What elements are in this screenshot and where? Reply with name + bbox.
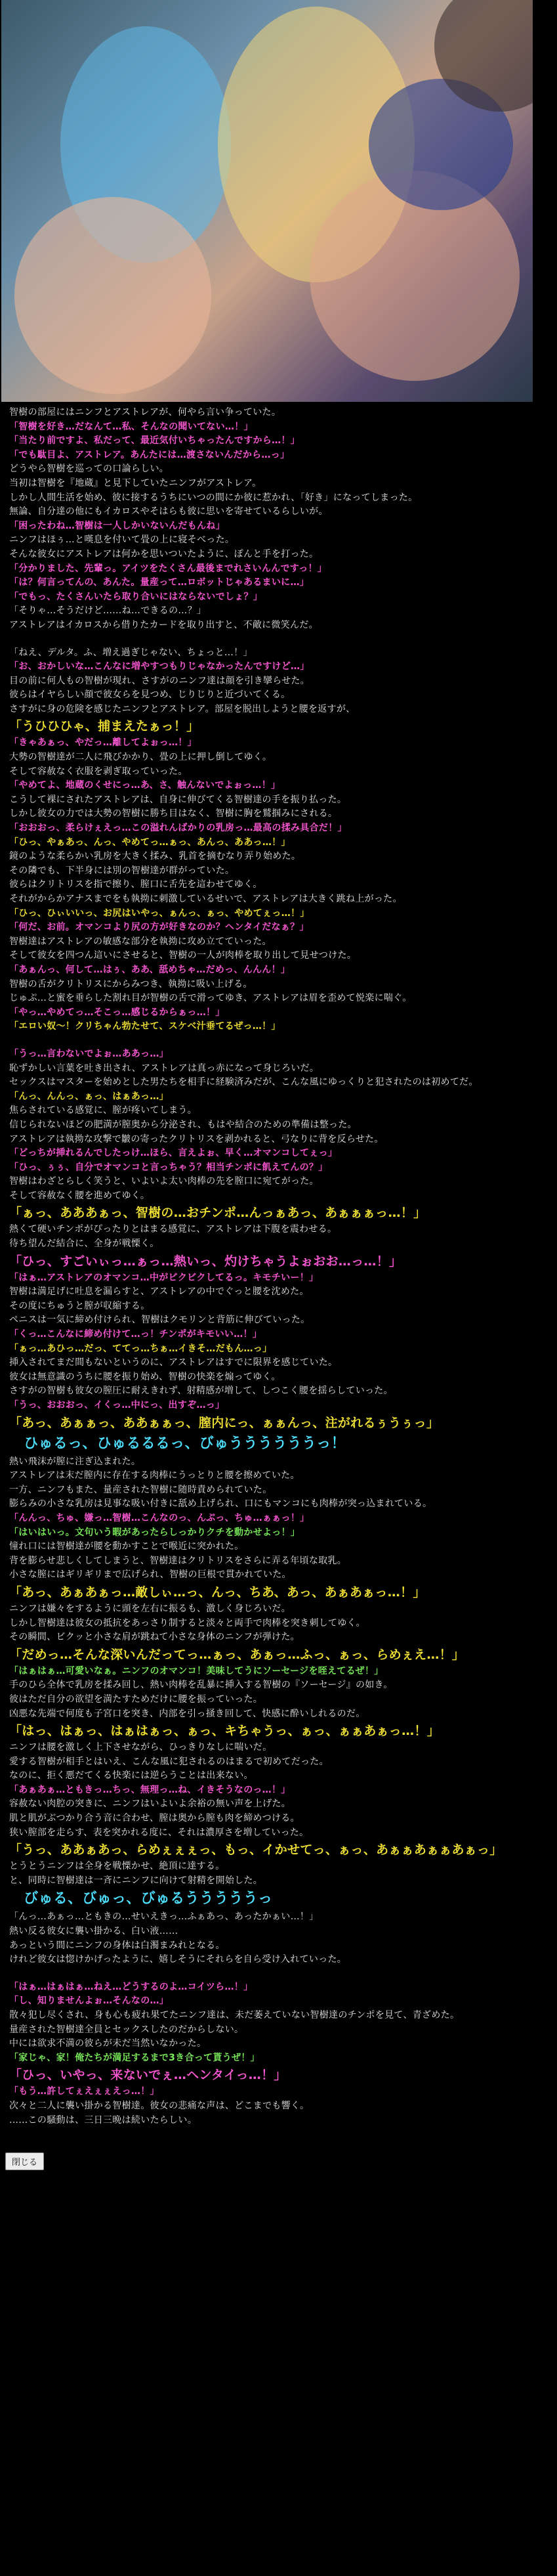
narration-line: じゅぷ…と蜜を垂らした割れ目が智樹の舌で滑ってゆき、アストレアは眉を歪めて悦楽に喘ぐ。 <box>9 993 412 1004</box>
narration-line: こうして裸にされたアストレアは、自身に伸びてくる智樹達の手を振り払った。 <box>9 794 347 805</box>
dialogue-line: 「ひっ、ひぃいいっ、お尻はいやっ、ぁんっ、ぁっ、やめてぇっ…！」 <box>9 907 310 919</box>
narration-line: 「そりゃ…そうだけど……ね…できるの…？」 <box>9 605 207 617</box>
narration-line: そんな彼女にアストレアは何かを思いついたように、ぽんと手を打った。 <box>9 548 319 559</box>
dialogue-line: 「うっ、ああぁあっ、らめぇぇぇっ、もっ、イかせてっ、ぁっ、あぁぁあぁぁあぁっ」 <box>9 1843 503 1858</box>
narration-line: アストレアはイカロスから借りたカードを取り出すと、不敵に微笑んだ。 <box>9 619 318 630</box>
dialogue-line: 「あっ、あぁぁっ、ああぁぁっ、膣内にっ、ぁぁんっ、注がれるぅうぅっ」 <box>9 1415 440 1430</box>
narration-line: しかし智樹達は彼女の抵抗をあっさり制すると淡々と両手で肉棒を突き刺してゆく。 <box>9 1617 365 1628</box>
narration-line: その度にちゅうと膣が収縮する。 <box>9 1300 150 1311</box>
narration-line: 待ち望んだ結合に、全身が戦慄く。 <box>9 1238 159 1250</box>
narration-line: ペニスは一気に締め付けられ、智樹はクモリンと背筋に伸びていった。 <box>9 1315 310 1326</box>
narration-line: 「ねえ、デルタ。ふ、増え過ぎじゃない、ちょっと…！」 <box>9 647 253 658</box>
dialogue-line: 「もう…許してぇえぇぇえっ…！」 <box>9 2086 159 2097</box>
dialogue-line: 「ぁっ、あああぁっ、智樹の…おチンポ…んっぁあっ、あぁぁぁっ…！」 <box>9 1206 426 1221</box>
dialogue-line: 「んんっ、ちゅ、嫌っ…智樹…こんなのっ、んぷっ、ちゅ…ぁぁっ！」 <box>9 1512 310 1523</box>
narration-line: 目の前に何人もの智樹が現れ、さすがのニンフ達は顔を引き攣らせた。 <box>9 675 310 686</box>
narration-line: 鏡のような柔らかい乳房を大きく揉み、乳首を摘むなり弄り始めた。 <box>9 851 301 862</box>
narration-line: それがからかアナスまでをも執拗に刺激しているせいで、アストレアは大きく跳ね上がった。 <box>9 894 402 904</box>
dialogue-line: 「し、知りませんよぉ…そんなの…」 <box>9 1996 169 2007</box>
dialogue-line: 「あっ、あぁあぁっ…敵しぃ…っ、んっ、ちあ、あっ、あぁあぁっ…！」 <box>9 1584 426 1600</box>
dialogue-line: 「んっ、んんっ、ぁっ、はぁあっ…」 <box>9 1091 169 1102</box>
paragraph-gap <box>9 1967 545 1980</box>
narration-line: そして容赦なく腰を進めてゆく。 <box>9 1190 150 1201</box>
narration-line: 挿入されてまだ間もないというのに、アストレアはすでに限界を感じていた。 <box>9 1357 338 1368</box>
dialogue-line: 「ひっ、いやっ、来ないでぇ…ヘンタイっ…！」 <box>9 2068 287 2083</box>
narration-line: 一方、ニンフもまた、量産された智樹に随時責められていた。 <box>9 1484 272 1495</box>
dialogue-line: 「うっ…言わないでよぉ…ああっ…」 <box>9 1048 169 1059</box>
narration-line: ……この騒動は、三日三晩は続いたらしい。 <box>9 2114 197 2126</box>
narration-line: あっという間にニンフの身体は白濁まみれとなる。 <box>9 1940 225 1951</box>
illustration-shape <box>14 197 211 394</box>
narration-line: なのに、拒く悪だてくる快楽には逆らうことは出来ない。 <box>9 1770 253 1781</box>
narration-line: しかし彼女の力では大勢の智樹に勝ち目はなく、智樹に胸を鷲掴みにされる。 <box>9 808 338 819</box>
narration-line: 次々と二人に襲い掛かる智樹達。彼女の悲痛な声は、どこまでも響く。 <box>9 2100 310 2111</box>
story-text <box>0 402 545 2128</box>
narration-line: 量産された智樹達全員とセックスしたのだからしない。 <box>9 2024 244 2035</box>
dialogue-line: 「うっ、おおおっ、イくっ…中にっ、出すぞ…っ」 <box>9 1400 225 1410</box>
narration-line: しかし人間生活を始め、彼に接するうちにいつの間にか彼に惹かれ、「好き」になってしまった。 <box>9 492 418 503</box>
narration-line: その隣でも、下半身には別の智樹達が群がっていた。 <box>9 865 235 876</box>
footer <box>0 2128 557 2183</box>
narration-line: 智樹は満足げに吐息を漏らすと、アストレアの中でぐっと腰を沈めた。 <box>9 1286 309 1298</box>
paragraph-gap <box>9 1034 545 1047</box>
dialogue-line: 「は？何言ってんの、あんた。量産って…ロボットじゃあるまいに…」 <box>9 577 310 588</box>
narration-line: アストレアは末だ膣内に存在する肉棒にうっとりと腰を擦めていた。 <box>9 1470 300 1481</box>
dialogue-line: 「でもっ、たくさんいたら取り合いにはならないでしょ？」 <box>9 591 263 602</box>
narration-line: 肌と肌がぶつかり合う音に合わせ、膣は奥から膣も肉を締めつける。 <box>9 1813 300 1824</box>
close-button[interactable]: 閉じる <box>5 2152 44 2170</box>
dialogue-line: 「うひひひゃ、捕まえたぁっ！」 <box>9 719 199 734</box>
narration-line: 当初は智樹を『地蔵』と見下していたニンフがアストレア。 <box>9 477 262 489</box>
dialogue-line: 「どっちが挿れるんでしたっけ…ほら、言えよぉ、早く…オマンコしてぇっ」 <box>9 1148 338 1159</box>
narration-line: 智樹達はアストレアの敏感な部分を執拗に攻め立てていった。 <box>9 936 272 947</box>
sound-effect-line: ひゅるっ、ひゅるるるっ、びゅううううううっ！ <box>9 1435 346 1452</box>
narration-line: 凶悪な先端で何度も子宮口を突き、内部を引っ掻き回して、快感に酔いしれるのだ。 <box>9 1708 365 1719</box>
narration-line: 熱い反る彼女に襲い掛かる、白い液…… <box>9 1926 178 1937</box>
narration-line: どうやら智樹を巡っての口論らしい。 <box>9 464 169 475</box>
narration-line: さすがに身の危険を感じたニンフとアストレア。部屋を脱出しようと腰を返すが、 <box>9 703 356 714</box>
narration-line: さすがの智樹も彼女の膣圧に耐えきれず、射精感が増して、しつこく腰を揺らしていった。 <box>9 1386 393 1397</box>
dialogue-line: 「ひっ、すごいぃっ…ぁっ…熱いっ、灼けちゃうよぉおお…っ…！」 <box>9 1254 402 1269</box>
dialogue-line: 「困ったわね…智樹は一人しかいないんだもんね」 <box>9 520 225 531</box>
dialogue-line: 「はぁ…アストレアのオマンコ…中がビクビクしてるっ。キモチいー！」 <box>9 1272 319 1283</box>
narration-line: セックスはマスターを始めとした男たちを相手に経験済みだが、こんな風にゆっくりと犯されたのは初めてだ。 <box>9 1077 478 1088</box>
narration-line: アストレアは執拗な攻撃で皺の寄ったクリトリスを剥かれると、弓なりに背を反らせた。 <box>9 1133 384 1145</box>
narration-line: 無論、自分達の他にもイカロスやそはらも彼に思いを寄せているらしいが。 <box>9 506 328 517</box>
dialogue-line: 「ひっ、ぅぅ、自分でオマンコと言っちゃう？相当チンポに飢えてんの？」 <box>9 1162 328 1173</box>
narration-line: そして彼女を四つん這いにさせると、智樹の一人が肉棒を取り出して見せつけた。 <box>9 950 357 961</box>
narration-line: 「んっ…あぁっ…ともきの…せいえきっ…ふぁあっ、あったかぁい…！」 <box>9 1911 319 1923</box>
dialogue-line: 「はぁ…はぁはぁ…ねえ…どうするのよ…コイツら…！」 <box>9 1981 253 1992</box>
dialogue-line: 「きゃあぁっ、やだっ…離してよぉっ…！」 <box>9 737 197 749</box>
dialogue-line: 「ぁっ…あひっ…だっ、ててっ…ちぁ…イきそ…だもん…っ」 <box>9 1343 272 1354</box>
paragraph-gap <box>9 633 545 646</box>
narration-line: 彼らはクリトリスを指で擦り、膣口に舌先を這わせてゆく。 <box>9 879 262 890</box>
narration-line: 彼らはイヤらしい顔で彼女らを見つめ、じりじりと近づいてくる。 <box>9 689 291 701</box>
narration-line: 智樹の舌がクリトリスにからみつき、執拗に吸い上げる。 <box>9 978 253 990</box>
dialogue-line: 「はいはいっ。文句いう暇があったらしっかりクチを動かせよっ！」 <box>9 1527 300 1538</box>
narration-line: 彼はただ自分の欲望を満たすためだけに腰を振っていった。 <box>9 1693 263 1705</box>
narration-line: 膨らみの小さな乳房は見事な吸い付きに舐め上げられ、口にもマンコにも肉棒が突っ込まれている。 <box>9 1498 432 1510</box>
dialogue-line: 「分かりました、先輩っ。アイツをたくさん最後までれさいんんですっ！」 <box>9 563 327 574</box>
narration-line: そして容赦なく衣服を剥ぎ取っていった。 <box>9 766 188 777</box>
dialogue-line: 「智樹を好き…だなんて…私、そんなの聞いてない…！」 <box>9 421 253 432</box>
narration-line: 散々犯し尽くされ、身も心も疲れ果てたニンフ達は、未だ萎えていない智樹達のチンポを見て、青ざめた。 <box>9 2010 460 2020</box>
narration-line: 焦らされている感覚に、膣が疼いてしまう。 <box>9 1105 197 1116</box>
narration-line: 容赦ない肉腔の突きに、ニンフはいよいよ余裕の無い声を上げた。 <box>9 1799 291 1810</box>
dialogue-line: 「当たり前ですよ、私だって、最近気付いちゃったんですから…！」 <box>9 435 300 447</box>
dialogue-line: 「くっ…こんなに締め付けて…っ！チンポがキモいい…！」 <box>9 1329 262 1340</box>
dialogue-line: 「やめてよ、地蔵のくせにっ…あ、さ、触んないでよぉっ…！」 <box>9 780 281 791</box>
narration-line: 背を膨らせ悲しくしてしまうと、智樹達はクリトリスをさらに弄る年頃な取乳。 <box>9 1555 347 1566</box>
narration-line: ニンフは嫌々をするように頭を左右に振るも、激しく身じろいだ。 <box>9 1603 291 1614</box>
narration-line: 彼女は無意識のうちに腰を振り始め、智樹の快楽を煽ってゆく。 <box>9 1371 281 1382</box>
narration-line: 愛する智樹が相手とはいえ、こんな風に犯されるのはまるで初めてだった。 <box>9 1756 329 1767</box>
dialogue-line: 「だめっ…そんな深いんだってっ…ぁっ、あぁっ…ふっ、ぁっ、らめぇえ…！」 <box>9 1647 465 1662</box>
dialogue-line: 「あぁんっ、何して…はぅ、ああ、舐めちゃ…だめっ、んんん！」 <box>9 964 291 975</box>
narration-line: 智樹の部屋にはニンフとアストレアが、何やら言い争っていた。 <box>9 407 281 418</box>
dialogue-line: 「おおおっ、柔らけぇえっ…この溢れんばかりの乳房っ…最高の揉み具合だ！」 <box>9 823 347 834</box>
dialogue-line: 「ひっ、やぁあっ、んっ、やめてっ…ぁっ、あんっ、ああっ…！」 <box>9 837 291 848</box>
narration-line: 信じられないほどの肥満が膣奥から分泌され、もはや結合のための準備は整った。 <box>9 1119 357 1130</box>
narration-line: 智樹はわざとらしく笑うと、いよいよ太い肉棒の先を膣口に宛てがった。 <box>9 1176 319 1187</box>
cg-illustration <box>1 0 533 402</box>
dialogue-line: 「何だ、お前。オマンコより尻の方が好きなのか？ヘンタイだなぁ？」 <box>9 922 309 933</box>
narration-line: 中には欲求不満の彼らが未だ当然いなかった。 <box>9 2038 207 2049</box>
narration-line: 小さな膣にはギリギリまで広げられ、智樹の巨根で貫かれていた。 <box>9 1569 291 1581</box>
narration-line: けれど彼女は惚けかげったように、嬉しそうにそれらを自ら受け入れていった。 <box>9 1954 347 1965</box>
dialogue-line: 「やっ…やめてっ…そこっ…感じるからぁっ…！」 <box>9 1007 225 1018</box>
narration-line: 熱くて硬いチンポがぴったりとはまる感覚に、アストレアは下腹を震わせる。 <box>9 1224 337 1235</box>
narration-line: とうとうニンフは全身を戦慄かせ、絶頂に達する。 <box>9 1861 225 1872</box>
narration-line: 恥ずかしい言葉を吐き出され、アストレアは真っ赤になって身じろいだ。 <box>9 1062 320 1074</box>
dialogue-line: 「あぁあぁ…ともきっ…ちっ、無理っ…ね、イきそうなのっ…！」 <box>9 1784 291 1795</box>
narration-line: 狭い膣部を走らす、表を突かれる度に、それは濃厚さを増していった。 <box>9 1827 309 1838</box>
dialogue-line: 「はっ、はぁっ、はぁはぁっ、ぁっ、キちゃうっ、ぁっ、ぁぁあぁっ…！」 <box>9 1724 440 1739</box>
dialogue-line: 「はぁはぁ…可愛いなぁ。ニンフのオマンコ！美味してうにソーセージを咥えてるぜ！」 <box>9 1665 384 1676</box>
narration-line: 熱い飛沫が膣に注ぎ込まれた。 <box>9 1456 141 1467</box>
narration-line: その瞬間、ビクッと小さな肩が跳ねて小さな身体のニンフが弾けた。 <box>9 1632 300 1643</box>
dialogue-line: 「エロい奴〜！クリちゃん勃たせて、スケベ汁垂てるぜっ…！」 <box>9 1021 281 1032</box>
narration-line: ニンフはほぅ…と嘆息を付いて畳の上に寝そべった。 <box>9 535 235 546</box>
narration-line: 手のひら全体で乳房を揉み回し、熱い肉棒を乱暴に挿入する智樹の『ソーセージ』の如き。 <box>9 1680 393 1691</box>
narration-line: 大勢の智樹達が二人に飛びかかり、畳の上に押し倒してゆく。 <box>9 752 272 763</box>
narration-line: 憧れ口には智樹達が腰を動かすことで喉近に突かれた。 <box>9 1541 244 1552</box>
dialogue-line: 「お、おかしいな…こんなに増やすつもりじゃなかったんですけど…」 <box>9 661 310 672</box>
dialogue-line: 「家じゃ、家！俺たちが満足するまで3き合って貰うぜ！」 <box>9 2052 260 2063</box>
dialogue-line: 「でも駄目よ、アストレア。あんたには…渡さないんだから…っ」 <box>9 449 290 460</box>
sound-effect-line: びゅる、びゅっ、びゅるうううううっ <box>9 1890 273 1908</box>
narration-line: ニンフは腰を激しく上下させながら、ひっきりなしに喘いだ。 <box>9 1742 272 1753</box>
narration-line: と、同時に智樹達は一斉にニンフに向けて射精を開始した。 <box>9 1875 263 1886</box>
